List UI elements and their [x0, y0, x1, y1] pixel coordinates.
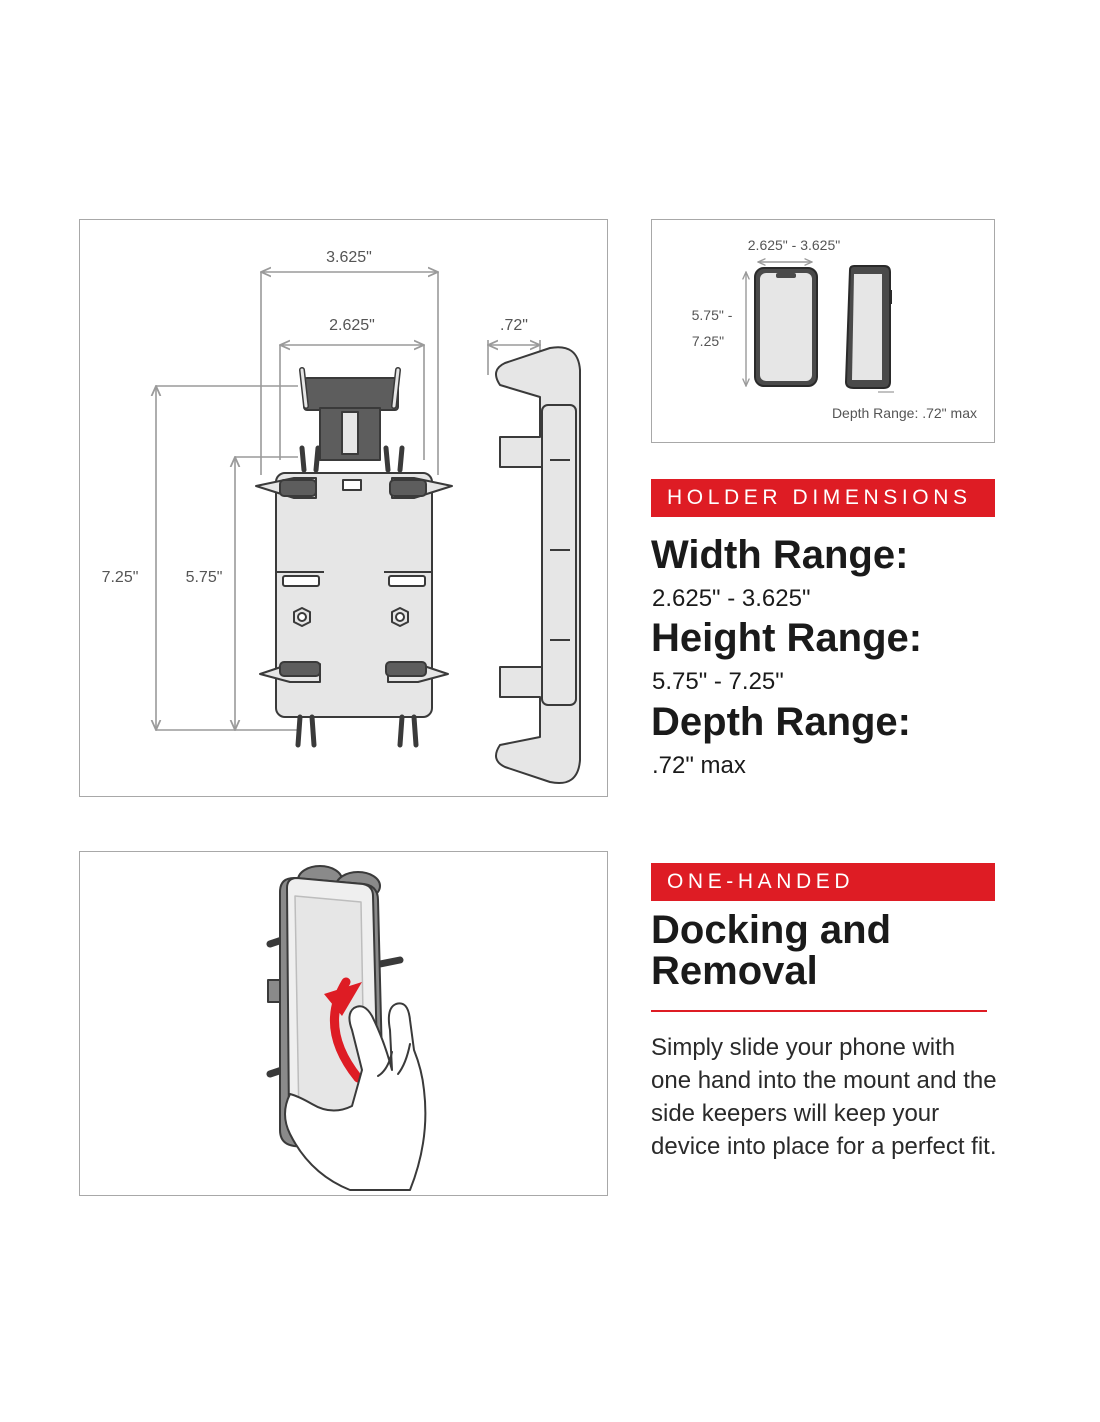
holder-dimensions-banner: HOLDER DIMENSIONS	[651, 479, 995, 517]
depth-range-value: .72" max	[652, 752, 746, 779]
phone-fit-svg	[652, 220, 996, 444]
phone-side	[846, 266, 892, 388]
phone-width-label: 2.625" - 3.625"	[747, 237, 841, 253]
one-handed-svg	[80, 852, 609, 1197]
phone-height-label-1: 5.75" -	[691, 307, 733, 323]
outer-height-label: 7.25"	[101, 569, 139, 586]
width-range-value: 2.625" - 3.625"	[652, 585, 811, 612]
one-handed-illustration	[79, 851, 608, 1196]
one-handed-banner: ONE-HANDED	[651, 863, 995, 901]
width-range-heading: Width Range:	[651, 533, 909, 577]
title-divider	[651, 1010, 987, 1012]
phone-height-label-2: 7.25"	[691, 333, 725, 349]
height-range-heading: Height Range:	[651, 616, 923, 660]
docking-description: Simply slide your phone with one hand into the mount and the side keepers will keep your device into place for a perfect fit.	[651, 1034, 997, 1160]
inner-width-label: 2.625"	[329, 317, 375, 334]
holder-dimensions-diagram	[79, 219, 608, 797]
phone-fit-diagram	[651, 219, 995, 443]
holder-dimensions-svg	[80, 220, 609, 798]
depth-range-heading: Depth Range:	[651, 700, 911, 744]
holder-side-view	[496, 347, 580, 783]
holder-front-view	[256, 370, 452, 745]
height-range-value: 5.75" - 7.25"	[652, 668, 784, 695]
docking-removal-title: Docking and Removal	[651, 908, 892, 993]
phone-front	[755, 268, 817, 386]
depth-label: .72"	[500, 317, 528, 334]
outer-width-label: 3.625"	[326, 249, 372, 266]
phone-depth-caption: Depth Range: .72" max	[831, 405, 977, 421]
inner-height-label: 5.75"	[185, 569, 223, 586]
